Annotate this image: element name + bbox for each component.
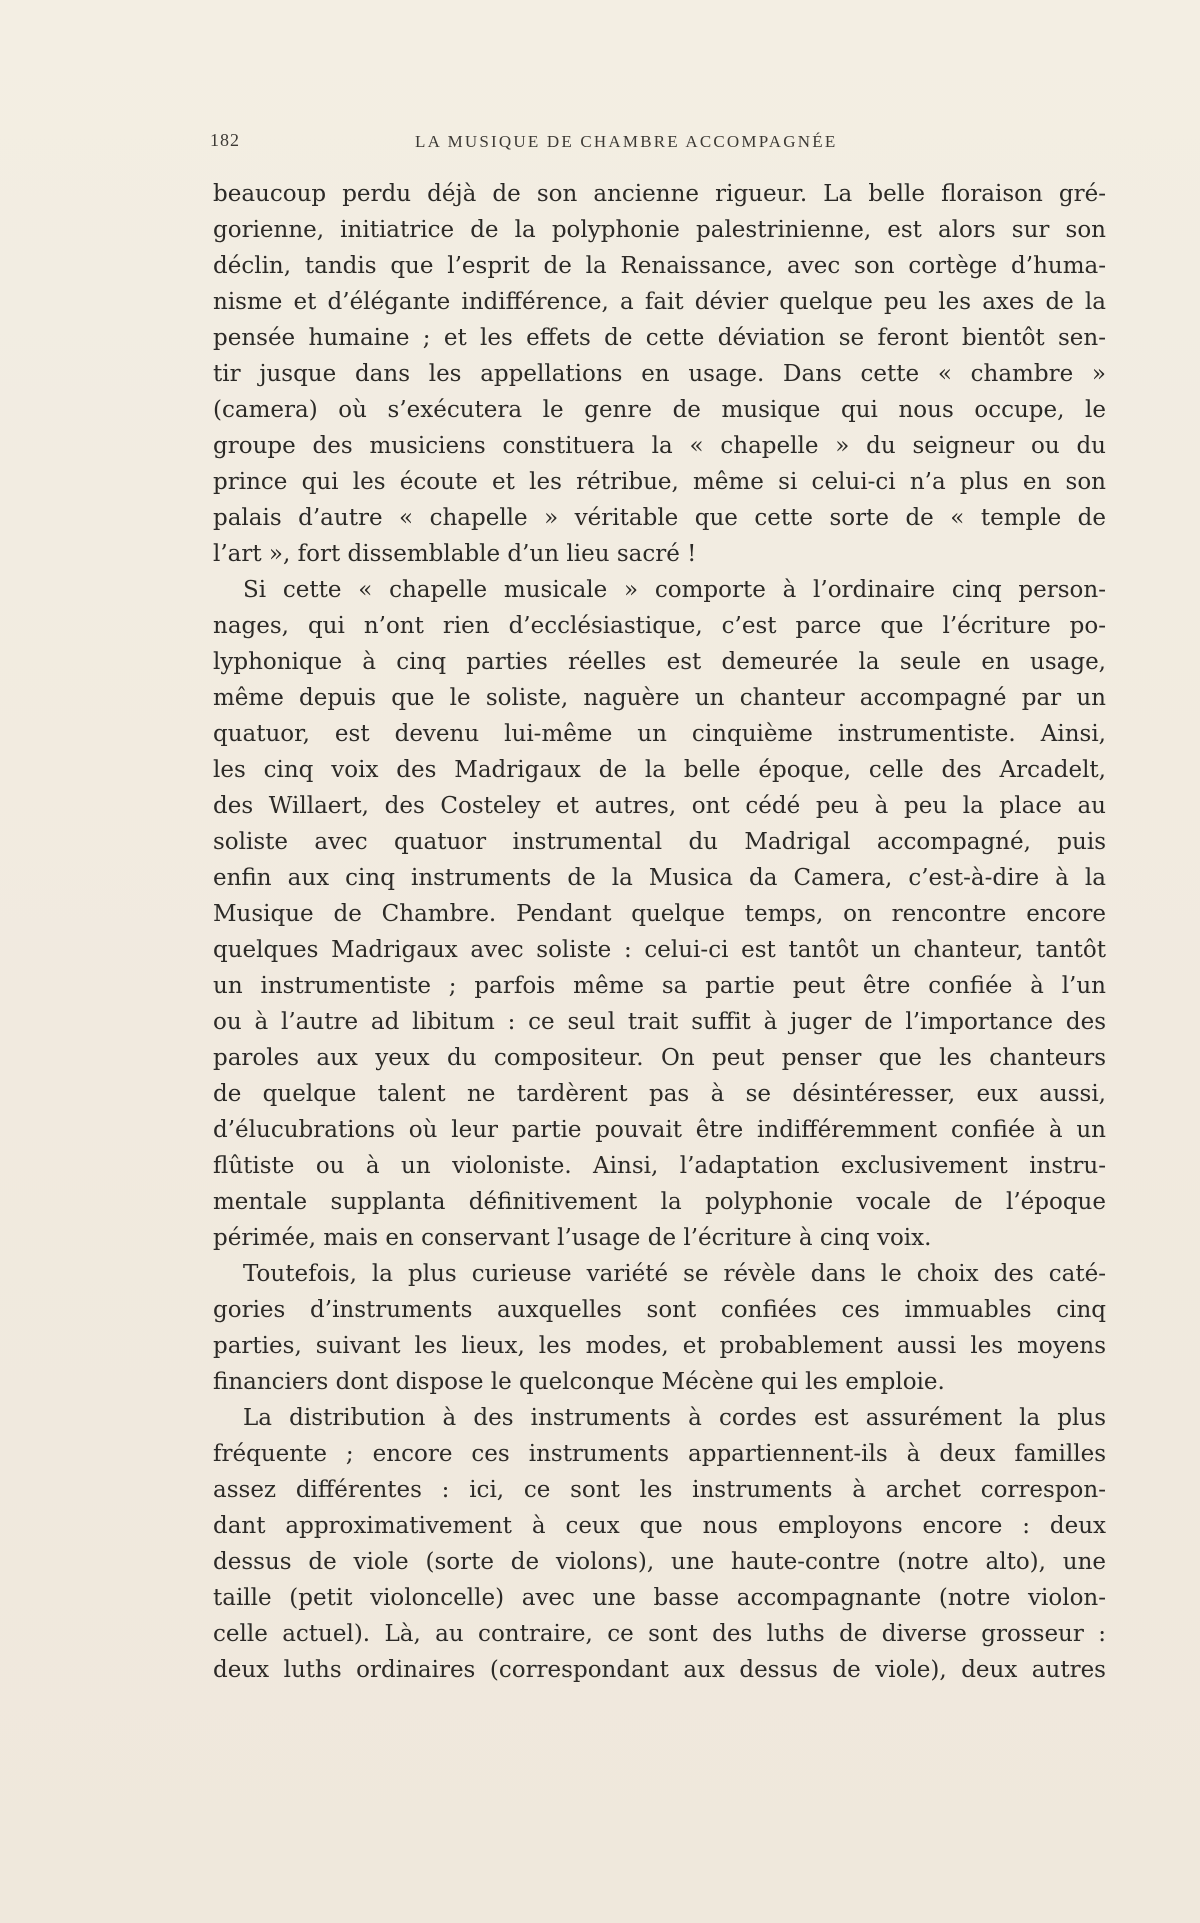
text-line: dessus de viole (sorte de violons), une haute-contre (notre alto), une xyxy=(213,1549,1106,1575)
text-line: flûtiste ou à un violoniste. Ainsi, l’adaptation exclusivement instru- xyxy=(213,1153,1106,1179)
text-line: lyphonique à cinq parties réelles est demeurée la seule en usage, xyxy=(213,649,1106,675)
text-line: deux luths ordinaires (correspondant aux dessus de viole), deux autres xyxy=(213,1657,1106,1683)
text-line: nages, qui n’ont rien d’ecclésiastique, c’est parce que l’écriture po- xyxy=(213,613,1106,639)
text-line: soliste avec quatuor instrumental du Madrigal accompagné, puis xyxy=(213,829,1106,855)
text-line: Musique de Chambre. Pendant quelque temps, on rencontre encore xyxy=(213,901,1106,927)
page-number: 182 xyxy=(210,130,240,150)
text-line: parties, suivant les lieux, les modes, et probablement aussi les moyens xyxy=(213,1333,1106,1359)
text-line: déclin, tandis que l’esprit de la Renaissance, avec son cortège d’huma- xyxy=(213,253,1106,279)
text-line: (camera) où s’exécutera le genre de musique qui nous occupe, le xyxy=(213,397,1106,423)
text-line: assez différentes : ici, ce sont les instruments à archet correspon- xyxy=(213,1477,1106,1503)
text-line: de quelque talent ne tardèrent pas à se désintéresser, eux aussi, xyxy=(213,1081,1106,1107)
text-line: quatuor, est devenu lui-même un cinquième instrumentiste. Ainsi, xyxy=(213,721,1106,747)
text-line: l’art », fort dissemblable d’un lieu sacré ! xyxy=(213,541,697,567)
text-line: palais d’autre « chapelle » véritable que cette sorte de « temple de xyxy=(213,505,1106,531)
text-line: Toutefois, la plus curieuse variété se révèle dans le choix des caté- xyxy=(243,1261,1106,1287)
text-line: prince qui les écoute et les rétribue, même si celui-ci n’a plus en son xyxy=(213,469,1106,495)
body-text xyxy=(213,176,1106,1688)
text-line: d’élucubrations où leur partie pouvait être indifféremment confiée à un xyxy=(213,1117,1106,1143)
text-line: paroles aux yeux du compositeur. On peut penser que les chanteurs xyxy=(213,1045,1106,1071)
text-line: enfin aux cinq instruments de la Musica da Camera, c’est-à-dire à la xyxy=(213,865,1106,891)
text-line: quelques Madrigaux avec soliste : celui-ci est tantôt un chanteur, tantôt xyxy=(213,937,1106,963)
text-line: taille (petit violoncelle) avec une basse accompagnante (notre violon- xyxy=(213,1585,1106,1611)
text-line: un instrumentiste ; parfois même sa partie peut être confiée à l’un xyxy=(213,973,1106,999)
text-line: les cinq voix des Madrigaux de la belle époque, celle des Arcadelt, xyxy=(213,757,1106,783)
text-line: même depuis que le soliste, naguère un chanteur accompagné par un xyxy=(213,685,1106,711)
page-header xyxy=(210,130,1110,160)
text-line: financiers dont dispose le quelconque Mécène qui les emploie. xyxy=(213,1369,945,1395)
running-title: LA MUSIQUE DE CHAMBRE ACCOMPAGNÉE xyxy=(415,132,838,151)
text-line: ou à l’autre ad libitum : ce seul trait suffit à juger de l’importance des xyxy=(213,1009,1106,1035)
text-line: groupe des musiciens constituera la « chapelle » du seigneur ou du xyxy=(213,433,1106,459)
text-line: fréquente ; encore ces instruments appartiennent-ils à deux familles xyxy=(213,1441,1106,1467)
text-line: Si cette « chapelle musicale » comporte à l’ordinaire cinq person- xyxy=(243,577,1106,603)
text-line: gorienne, initiatrice de la polyphonie palestrinienne, est alors sur son xyxy=(213,217,1106,243)
text-line: périmée, mais en conservant l’usage de l’écriture à cinq voix. xyxy=(213,1225,932,1251)
text-line: dant approximativement à ceux que nous employons encore : deux xyxy=(213,1513,1106,1539)
text-line: mentale supplanta définitivement la polyphonie vocale de l’époque xyxy=(213,1189,1106,1215)
text-line: pensée humaine ; et les effets de cette déviation se feront bientôt sen- xyxy=(213,325,1106,351)
text-line: La distribution à des instruments à cordes est assurément la plus xyxy=(243,1405,1106,1431)
text-line: nisme et d’élégante indifférence, a fait dévier quelque peu les axes de la xyxy=(213,289,1106,315)
text-line: gories d’instruments auxquelles sont confiées ces immuables cinq xyxy=(213,1297,1106,1323)
text-line: beaucoup perdu déjà de son ancienne rigueur. La belle floraison gré- xyxy=(213,181,1106,207)
text-line: des Willaert, des Costeley et autres, ont cédé peu à peu la place au xyxy=(213,793,1106,819)
text-line: celle actuel). Là, au contraire, ce sont des luths de diverse grosseur : xyxy=(213,1621,1106,1647)
text-line: tir jusque dans les appellations en usage. Dans cette « chambre » xyxy=(213,361,1106,387)
